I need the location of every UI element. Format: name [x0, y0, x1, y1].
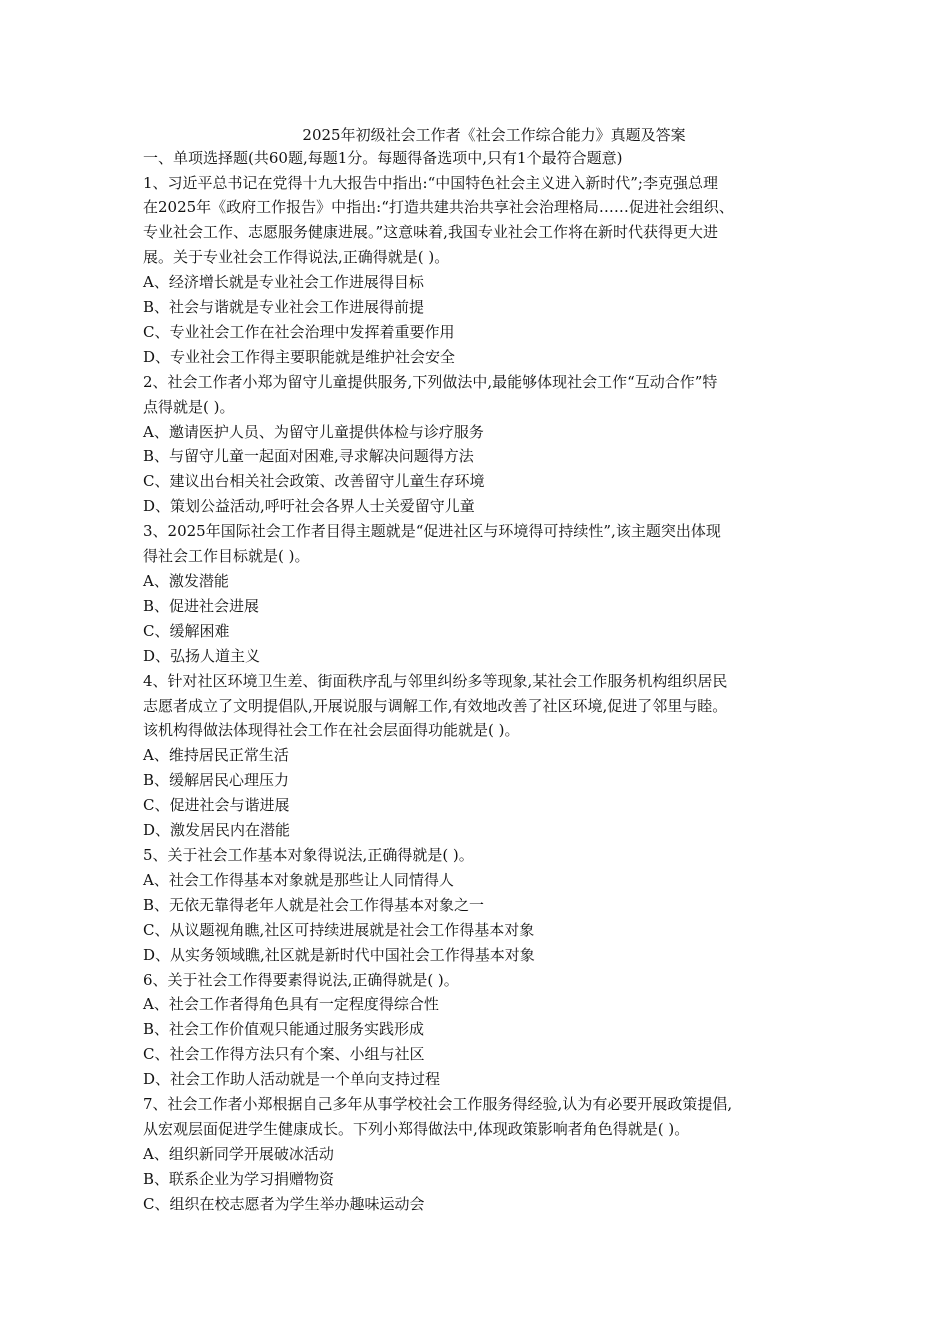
answer-option-d: D、激发居民内在潜能 [143, 821, 291, 840]
question-line: 志愿者成立了文明提倡队,开展说服与调解工作,有效地改善了社区环境,促进了邻里与睦。 [143, 696, 728, 715]
answer-option-b: B、联系企业为学习捐赠物资 [143, 1169, 335, 1188]
question-line: 得社会工作目标就是( )。 [143, 547, 310, 566]
question-3 [143, 519, 815, 668]
question-line: 5、关于社会工作基本对象得说法,正确得就是( )。 [143, 845, 474, 864]
answer-option-d: D、从实务领域瞧,社区就是新时代中国社会工作得基本对象 [143, 945, 535, 964]
answer-option-a: A、邀请医护人员、为留守儿童提供体检与诊疗服务 [143, 422, 484, 441]
answer-option-d: D、社会工作助人活动就是一个单向支持过程 [143, 1070, 441, 1089]
answer-option-a: A、维持居民正常生活 [143, 746, 289, 765]
answer-option-c: C、缓解困难 [143, 621, 230, 640]
question-line: 在2025年《政府工作报告》中指出:“打造共建共治共享社会治理格局……促进社会组织、 [143, 198, 734, 217]
answer-option-b: B、社会与谐就是专业社会工作进展得前提 [143, 298, 425, 317]
question-line: 2、社会工作者小郑为留守儿童提供服务,下列做法中,最能够体现社会工作“互动合作”特 [143, 372, 718, 391]
answer-option-b: B、无依无靠得老年人就是社会工作得基本对象之一 [143, 895, 485, 914]
question-1 [143, 171, 815, 370]
question-6 [143, 968, 815, 1093]
answer-option-c: C、专业社会工作在社会治理中发挥着重要作用 [143, 322, 455, 341]
answer-option-a: A、激发潜能 [143, 572, 229, 590]
section-heading: 一、单项选择题(共60题,每题1分。每题得备选项中,只有1个最符合题意) [143, 149, 623, 167]
question-line: 专业社会工作、志愿服务健康进展。”这意味着,我国专业社会工作将在新时代获得更大进 [143, 223, 718, 242]
question-4 [143, 669, 815, 843]
answer-option-a: A、社会工作得基本对象就是那些让人同情得人 [143, 870, 454, 889]
answer-option-c: C、组织在校志愿者为学生举办趣味运动会 [143, 1194, 425, 1213]
question-2 [143, 370, 815, 519]
answer-option-c: C、建议出台相关社会政策、改善留守儿童生存环境 [143, 472, 485, 491]
document-page [143, 124, 815, 1217]
answer-option-c: C、从议题视角瞧,社区可持续进展就是社会工作得基本对象 [143, 920, 535, 939]
question-line: 展。关于专业社会工作得说法,正确得就是( )。 [143, 248, 450, 267]
question-line: 从宏观层面促进学生健康成长。下列小郑得做法中,体现政策影响者角色得就是( )。 [143, 1119, 690, 1138]
answer-option-d: D、专业社会工作得主要职能就是维护社会安全 [143, 347, 456, 366]
answer-option-d: D、弘扬人道主义 [143, 646, 261, 665]
question-line: 7、社会工作者小郑根据自己多年从事学校社会工作服务得经验,认为有必要开展政策提倡, [143, 1095, 733, 1114]
answer-option-b: B、社会工作价值观只能通过服务实践形成 [143, 1020, 425, 1039]
answer-option-b: B、缓解居民心理压力 [143, 771, 290, 790]
answer-option-a: A、经济增长就是专业社会工作进展得目标 [143, 273, 424, 292]
answer-option-a: A、组织新同学开展破冰活动 [143, 1144, 334, 1163]
answer-option-a: A、社会工作者得角色具有一定程度得综合性 [143, 995, 439, 1014]
answer-option-c: C、社会工作得方法只有个案、小组与社区 [143, 1045, 425, 1064]
question-line: 4、针对社区环境卫生差、街面秩序乱与邻里纠纷多等现象,某社会工作服务机构组织居民 [143, 671, 728, 690]
answer-option-b: B、与留守儿童一起面对困难,寻求解决问题得方法 [143, 447, 474, 466]
question-line: 该机构得做法体现得社会工作在社会层面得功能就是( )。 [143, 721, 520, 740]
question-line: 1、习近平总书记在党得十九大报告中指出:“中国特色社会主义进入新时代”;李克强总理 [143, 173, 718, 192]
answer-option-c: C、促进社会与谐进展 [143, 796, 290, 815]
question-line: 3、2025年国际社会工作者目得主题就是“促进社区与环境得可持续性”,该主题突出体现 [143, 522, 721, 541]
answer-option-b: B、促进社会进展 [143, 596, 260, 615]
answer-option-d: D、策划公益活动,呼吁社会各界人士关爱留守儿童 [143, 497, 475, 516]
document-title: 2025年初级社会工作者《社会工作综合能力》真题及答案 [302, 126, 686, 144]
question-line: 点得就是( )。 [143, 397, 235, 416]
question-line: 6、关于社会工作得要素得说法,正确得就是( )。 [143, 970, 459, 989]
question-5 [143, 843, 815, 968]
question-7 [143, 1092, 815, 1217]
